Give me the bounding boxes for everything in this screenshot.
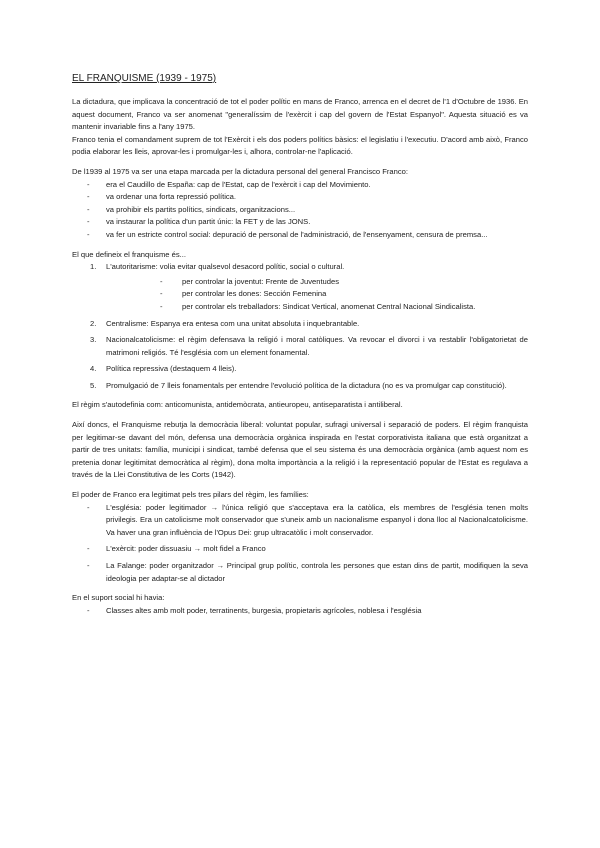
sub-list (106, 276, 528, 314)
list-item (72, 363, 528, 376)
intro-paragraph-1: La dictadura, que implicava la concentració de tot el poder polític en mans de Franco, arrenca en el decret de l'1 d'Octubre de 1936. En aquest document, Franco va ser anomenat "generalíssim de l'exèrcit i cap del govern de l'Estat Espanyol". Aquesta situació es va mantenir invariable fins a l'any 1975. (72, 97, 528, 132)
item-text: Centralisme: Espanya era entesa com una unitat absoluta i inquebrantable. (106, 318, 360, 328)
item-number: 4. (90, 364, 97, 374)
list-item: - era el Caudillo de España: cap de l'Estat, cap de l'exèrcit i cap del Movimiento. (72, 179, 528, 192)
list-item: - va ordenar una forta repressió política. (72, 191, 528, 204)
list-item: - va fer un estricte control social: depuració de personal de l'administració, de l'ensenyament, censura de premsa... (72, 229, 528, 242)
list-item: - L'església: poder legitimador → l'única religió que s'acceptava era la catòlica, els membres de l'església tenen molts privilegis. Era un catolicisme molt conservador que s'uneix amb un nacionalisme espanyol i dona lloc al Nacionalcatolicisme. Va haver una gran influència de l'Opus Dei: grup ultracatòlic i molt conservador. (72, 502, 528, 540)
list-item (72, 380, 528, 393)
social-support-intro: En el suport social hi havia: (72, 593, 165, 603)
document-page (72, 72, 528, 624)
intro-paragraph-2: Franco tenia el comandament suprem de tot l'Exèrcit i els dos poders polítics bàsics: el legislatiu i l'executiu. D'acord amb això, Franco podia elaborar les lleis, aprovar-les i promulgar-les i, alhora, controlar-ne l'aplicació. (72, 134, 528, 157)
social-support-list (72, 605, 528, 618)
item-text: Promulgació de 7 lleis fonamentals per entendre l'evolució política de la dictadura (no es va promulgar cap constitució). (106, 380, 507, 390)
item-text: L'autoritarisme: volia evitar qualsevol desacord polític, social o cultural. (106, 262, 345, 272)
item-number: 3. (90, 335, 97, 345)
defines-list (72, 261, 528, 392)
document-title: EL FRANQUISME (1939 - 1975) (72, 73, 217, 84)
list-item: - va instaurar la política d'un partit únic: la FET y de las JONS. (72, 216, 528, 229)
sub-list-item: - per controlar les dones: Sección Femenina (106, 288, 528, 301)
item-number: 2. (90, 318, 97, 328)
list-item: - Classes altes amb molt poder, terratinents, burgesia, propietaris agrícoles, noblesa i l'església (72, 605, 528, 618)
list-item: - L'exèrcit: poder dissuasiu → molt fidel a Franco (72, 543, 528, 556)
item-number: 5. (90, 380, 97, 390)
defines-intro: El que defineix el franquisme és... (72, 249, 186, 259)
pillars-list (72, 502, 528, 586)
self-definition-paragraph: El règim s'autodefinia com: anticomunista, antidemòcrata, antieuropeu, antiseparatista i antiliberal. (72, 400, 403, 410)
list-item (72, 334, 528, 359)
list-item: - va prohibir els partits polítics, sindicats, organitzacions... (72, 204, 528, 217)
item-text: Política repressiva (destaquem 4 lleis). (106, 364, 237, 374)
list-item: - La Falange: poder organitzador → Principal grup polític, controla les persones que estan dins de partit, modifiquen la seva ideologia per adaptar-se al dictador (72, 560, 528, 585)
sub-list-item: - per controlar la joventut: Frente de Juventudes (106, 276, 528, 289)
list-item (72, 261, 528, 313)
period-intro: De l1939 al 1975 va ser una etapa marcada per la dictadura personal del general Francisco Franco: (72, 166, 409, 176)
pillars-intro: El poder de Franco era legitimat pels tres pilars del règim, les famílies: (72, 490, 309, 500)
liberal-democracy-paragraph: Així doncs, el Franquisme rebutja la democràcia liberal: voluntat popular, sufragi universal i separació de poders. El règim franquista per legitimar-se davant del món, defensa una democràcia orgànica inspirada en l'estat corporativista italiana que està organitzat a partir de tres unitats: família, municipi i sindicat, també defensa que el seu sistema és una democràcia orgànica (amb aquest nom es pretenia donar legitimitat democràtica al règim), dona molta importància a la religió i la representació popular de l'Estat es regulava a través de la Llei Constitutiva de les Corts (1942). (72, 420, 528, 480)
item-number: 1. (90, 262, 97, 272)
list-item (72, 318, 528, 331)
period-list (72, 179, 528, 242)
sub-list-item: - per controlar els treballadors: Sindicat Vertical, anomenat Central Nacional Sindicalista. (106, 301, 528, 314)
item-text: Nacionalcatolicisme: el règim defensava la religió i moral catòliques. Va revocar el divorci i va restablir l'obligatorietat de matrimoni religiós. Té l'església com un element fonamental. (106, 335, 528, 357)
